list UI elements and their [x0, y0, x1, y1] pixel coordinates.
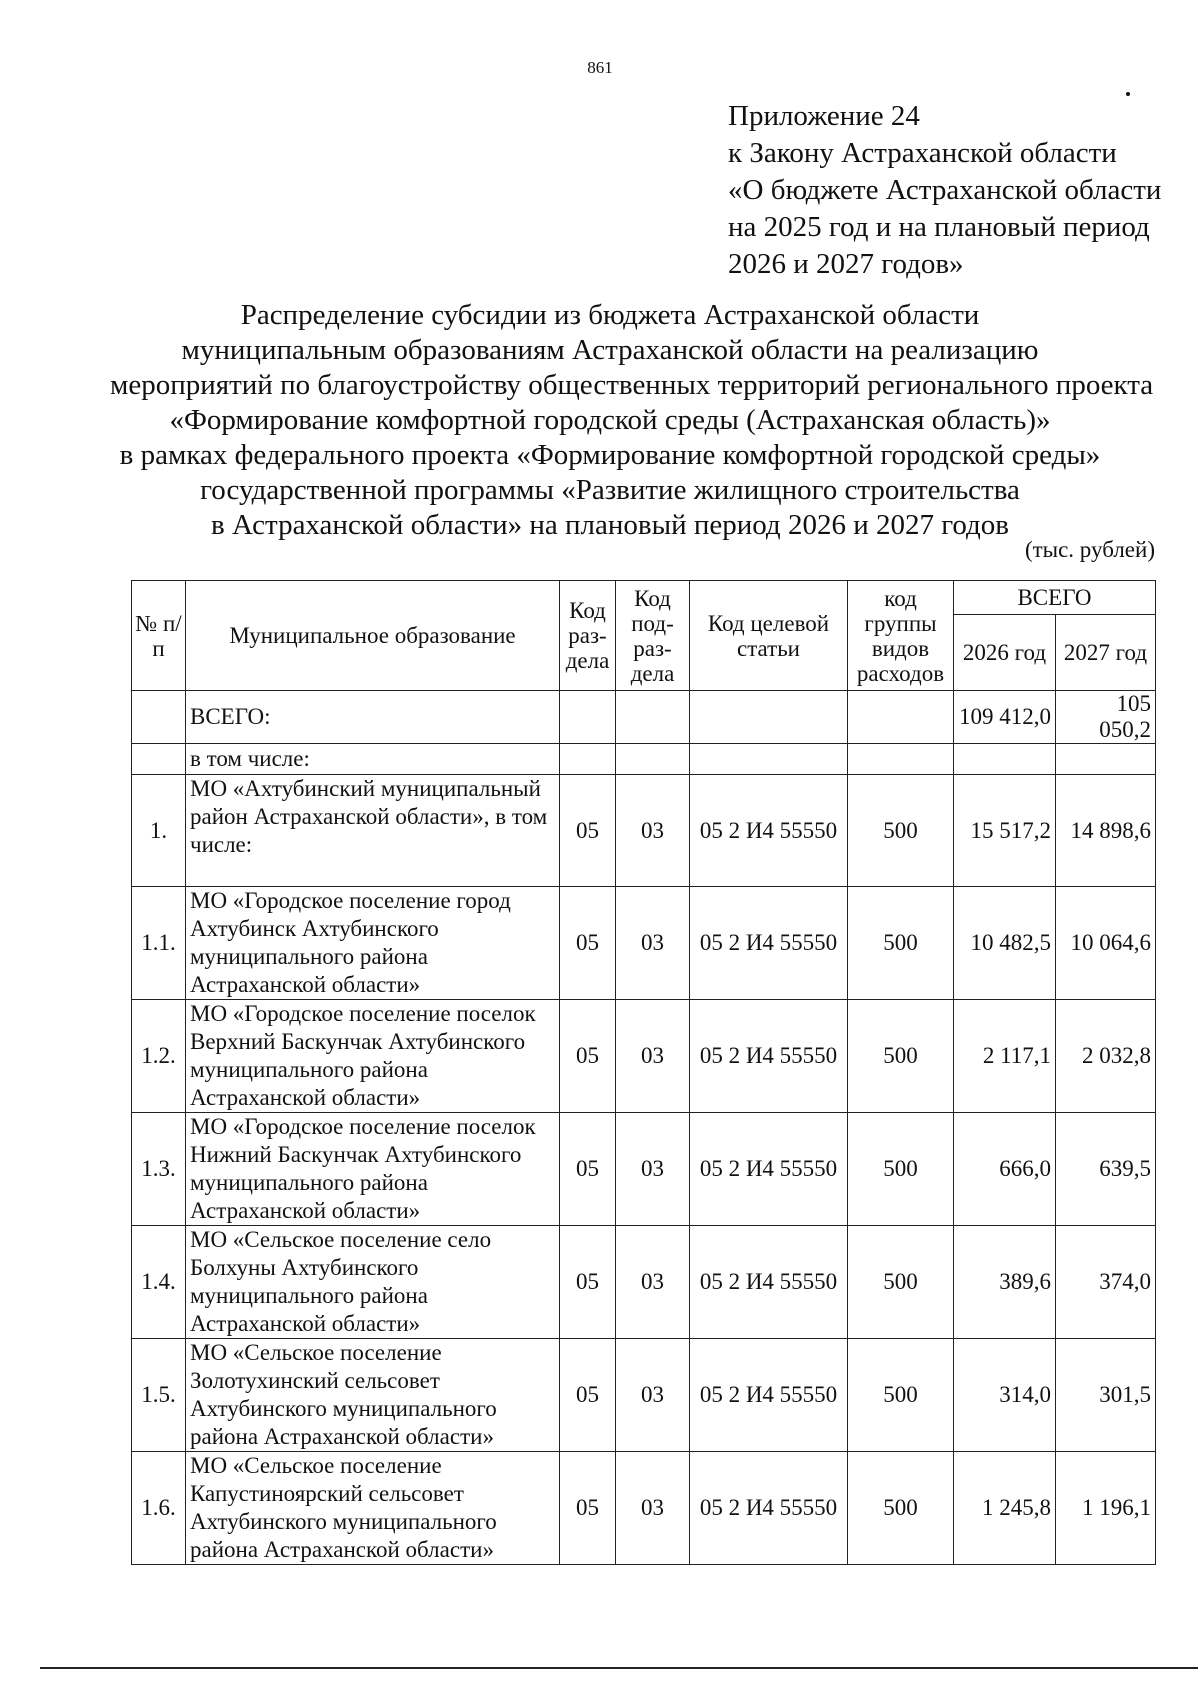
row-2027: 10 064,6	[1056, 887, 1156, 1000]
row-num: 1.1.	[132, 887, 186, 1000]
heading-line: Распределение субсидии из бюджета Астраханской области	[240, 299, 980, 331]
heading-line: муниципальным образованиям Астраханской области на реализацию	[181, 334, 1039, 366]
row-subsection: 03	[616, 1113, 690, 1226]
row-2027: 639,5	[1056, 1113, 1156, 1226]
row-2027: 2 032,8	[1056, 1000, 1156, 1113]
row-target: 05 2 И4 55550	[690, 887, 848, 1000]
row-section: 05	[560, 1113, 616, 1226]
subsidy-table	[131, 580, 1156, 1565]
row-target: 05 2 И4 55550	[690, 1452, 848, 1565]
row-num: 1.6.	[132, 1452, 186, 1565]
row-2027: 301,5	[1056, 1339, 1156, 1452]
row-municipality: МО «Сельское поселение Капустиноярский сельсовет Ахтубинского муниципального района Астраханской области»	[186, 1452, 560, 1565]
heading-line: государственной программы «Развитие жилищного строительства	[200, 474, 1020, 506]
row-subsection: 03	[616, 1226, 690, 1339]
stray-dot	[1126, 92, 1130, 96]
row-2026: 389,6	[954, 1226, 1056, 1339]
row-2027: 1 196,1	[1056, 1452, 1156, 1565]
row-section: 05	[560, 1000, 616, 1113]
heading-line: в рамках федерального проекта «Формирование комфортной городской среды»	[119, 439, 1101, 471]
row-num: 1.3.	[132, 1113, 186, 1226]
header-year-2026: 2026 год	[954, 615, 1056, 691]
row-2026: 1 245,8	[954, 1452, 1056, 1565]
row-num: 1.	[132, 775, 186, 887]
heading-line: «Формирование комфортной городской среды (Астраханская область)»	[169, 404, 1051, 436]
row-target: 05 2 И4 55550	[690, 1339, 848, 1452]
row-subsection: 03	[616, 1339, 690, 1452]
row-section: 05	[560, 1339, 616, 1452]
document-heading	[110, 298, 1154, 543]
row-section: 05	[560, 1226, 616, 1339]
including-row	[132, 744, 1156, 775]
row-2027: 374,0	[1056, 1226, 1156, 1339]
header-subsection: Код под-раз-дела	[616, 581, 690, 691]
heading-line: в Астраханской области» на плановый период 2026 и 2027 годов	[211, 509, 1009, 541]
footer-rule	[40, 1667, 1198, 1669]
row-group: 500	[848, 775, 954, 887]
table-row	[132, 1113, 1156, 1226]
row-group: 500	[848, 1000, 954, 1113]
total-2026: 109 412,0	[954, 691, 1056, 744]
row-group: 500	[848, 1113, 954, 1226]
row-municipality: МО «Сельское поселение село Болхуны Ахтубинского муниципального района Астраханской области»	[186, 1226, 560, 1339]
table-row	[132, 1452, 1156, 1565]
row-municipality: МО «Городское поселение город Ахтубинск Ахтубинского муниципального района Астраханской области»	[186, 887, 560, 1000]
header-num: № п/п	[132, 581, 186, 691]
row-section: 05	[560, 775, 616, 887]
row-2026: 15 517,2	[954, 775, 1056, 887]
row-target: 05 2 И4 55550	[690, 1226, 848, 1339]
total-row	[132, 691, 1156, 744]
row-municipality: МО «Городское поселение поселок Нижний Баскунчак Ахтубинского муниципального района Астраханской области»	[186, 1113, 560, 1226]
row-section: 05	[560, 1452, 616, 1565]
table-row	[132, 1000, 1156, 1113]
row-subsection: 03	[616, 1452, 690, 1565]
row-2026: 10 482,5	[954, 887, 1056, 1000]
row-subsection: 03	[616, 775, 690, 887]
annex-block	[728, 98, 1161, 283]
annex-line: на 2025 год и на плановый период	[728, 211, 1150, 243]
row-target: 05 2 И4 55550	[690, 1113, 848, 1226]
annex-line: 2026 и 2027 годов»	[728, 248, 964, 280]
row-target: 05 2 И4 55550	[690, 775, 848, 887]
row-2027: 14 898,6	[1056, 775, 1156, 887]
row-municipality: МО «Ахтубинский муниципальный район Астраханской области», в том числе:	[186, 775, 560, 887]
row-group: 500	[848, 1226, 954, 1339]
annex-line: к Закону Астраханской области	[728, 137, 1117, 169]
row-municipality: МО «Городское поселение поселок Верхний Баскунчак Ахтубинского муниципального района Астраханской области»	[186, 1000, 560, 1113]
row-target: 05 2 И4 55550	[690, 1000, 848, 1113]
row-municipality: МО «Сельское поселение Золотухинский сельсовет Ахтубинского муниципального района Астраханской области»	[186, 1339, 560, 1452]
page-number: 861	[587, 58, 613, 77]
table-row	[132, 1339, 1156, 1452]
row-subsection: 03	[616, 887, 690, 1000]
header-municipality: Муниципальное образование	[186, 581, 560, 691]
table-row	[132, 775, 1156, 887]
row-num: 1.5.	[132, 1339, 186, 1452]
header-target: Код целевой статьи	[690, 581, 848, 691]
row-group: 500	[848, 1339, 954, 1452]
row-num: 1.2.	[132, 1000, 186, 1113]
header-total: ВСЕГО	[954, 581, 1156, 615]
row-group: 500	[848, 887, 954, 1000]
header-expense-group: код группы видов расходов	[848, 581, 954, 691]
row-group: 500	[848, 1452, 954, 1565]
heading-line: мероприятий по благоустройству общественных территорий регионального проекта	[110, 369, 1154, 401]
row-2026: 314,0	[954, 1339, 1056, 1452]
row-num: 1.4.	[132, 1226, 186, 1339]
row-2026: 666,0	[954, 1113, 1056, 1226]
annex-line: Приложение 24	[728, 100, 920, 132]
row-subsection: 03	[616, 1000, 690, 1113]
row-2026: 2 117,1	[954, 1000, 1056, 1113]
table-row	[132, 1226, 1156, 1339]
table-row	[132, 887, 1156, 1000]
total-2027: 105 050,2	[1056, 691, 1156, 744]
header-year-2027: 2027 год	[1056, 615, 1156, 691]
row-section: 05	[560, 887, 616, 1000]
header-section: Код раз-дела	[560, 581, 616, 691]
annex-line: «О бюджете Астраханской области	[728, 174, 1162, 206]
including-label: в том числе:	[186, 744, 560, 775]
units-label: (тыс. рублей)	[1024, 537, 1155, 562]
total-label: ВСЕГО:	[186, 691, 560, 744]
